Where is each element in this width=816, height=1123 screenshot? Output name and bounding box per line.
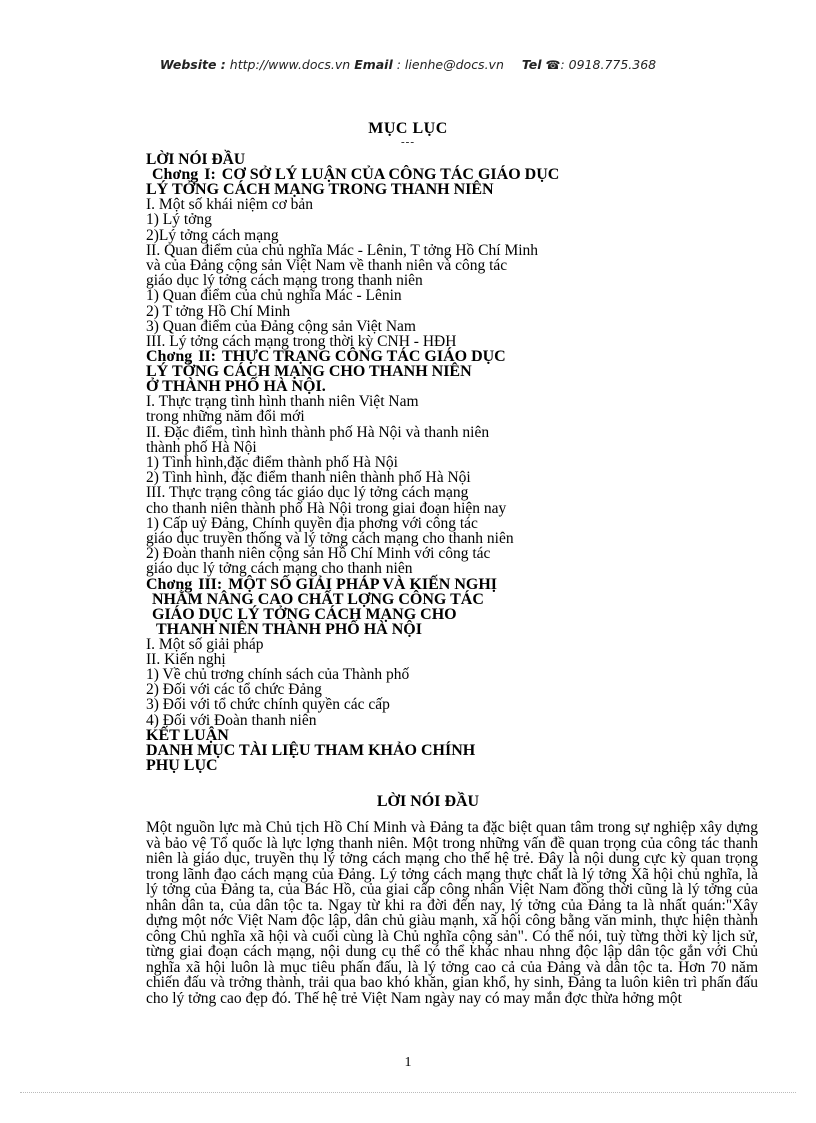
chapter-title: MỘT SỐ GIẢI PHÁP VÀ KIẾN NGHỊ [228,575,498,593]
phone-icon: ☎ [545,58,561,72]
chapter-title-cont: LÝ TỞNG CÁCH MẠNG TRONG THANH NIÊN [146,181,494,199]
toc-item: I. Thực trạng tình hình thanh niên Việt Nam [146,393,419,411]
toc-item: 2) Đoàn thanh niên cộng sản Hồ Chí Minh với công tác [146,545,491,563]
toc-item: giáo dục lý tởng cách mạng trong thanh niên [146,272,423,290]
toc-item: 2)Lý tởng cách mạng [146,226,279,244]
website-label: Website : [159,57,226,72]
toc-item: và của Đảng cộng sản Việt Nam về thanh niên và công tác [146,257,508,275]
chapter-number: III: [198,575,223,593]
toc-item: 1) Về chủ trơng chính sách của Thành phố [146,666,410,684]
toc-item: I. Một số khái niệm cơ bản [146,196,314,214]
toc-item: 1) Tình hình,đặc điểm thành phố Hà Nội [146,454,398,472]
toc-item: trong những năm đổi mới [146,408,305,426]
toc-item: II. Quan điểm của chủ nghĩa Mác - Lênin, T tởng Hồ Chí Minh [146,241,539,259]
website-value[interactable]: http://www.docs.vn [229,57,351,72]
chapter-label: Chơng [146,348,193,366]
toc-item: 2) Tình hình, đặc điểm thanh niên thành phố Hà Nội [146,469,471,487]
toc-item: thành phố Hà Nội [146,438,257,456]
chapter-title: CƠ SỞ LÝ LUẬN CỦA CÔNG TÁC GIÁO DỤC [221,166,560,184]
toc-item: II. Kiến nghị [146,650,226,668]
chapter-title-cont: THANH NIÊN THÀNH PHỐ HÀ NỘI [156,620,422,638]
toc-item: giáo dục truyền thống và lý tởng cách mạng cho thanh niên [146,530,514,548]
tel-label: Tel [521,57,542,72]
page-number: 1 [404,1055,412,1070]
chapter-title-cont: LÝ TỞNG CÁCH MẠNG CHO THANH NIÊN [146,363,472,381]
chapter-label: Chơng [146,575,193,593]
toc-item: 1) Cấp uỷ Đảng, Chính quyền địa phơng với công tác [146,514,478,532]
chapter-title-cont: Ở THÀNH PHỐ HÀ NỘI. [146,378,326,396]
toc-item: II. Đặc điểm, tình hình thành phố Hà Nội và thanh niên [146,423,490,441]
toc-item: III. Lý tởng cách mạng trong thời kỳ CNH - HĐH [146,333,457,351]
intro-title: LỜI NÓI ĐẦU [376,793,480,810]
toc-title: MỤC LỤC [368,120,448,137]
toc-item: 1) Quan điểm của chủ nghĩa Mác - Lênin [146,287,402,305]
footer-divider [20,1092,796,1093]
chapter-number: I: [204,166,216,184]
email-label: Email [354,57,393,72]
toc-item: I. Một số giải pháp [146,635,264,653]
toc-item: 2) T tởng Hồ Chí Minh [146,302,291,320]
toc-item: 3) Đối với tổ chức chính quyền các cấp [146,696,390,714]
chapter-title-cont: NHẰM NÂNG CAO CHẤT LỢNG CÔNG TÁC [152,590,484,608]
toc-item: giáo dục lý tởng cách mạng cho thanh niên [146,560,413,578]
toc-item: 4) Đối với Đoàn thanh niên [146,711,317,729]
toc-item-conclusion: KẾT LUẬN [146,726,229,744]
toc-item: 1) Lý tởng [146,211,212,229]
toc-item: III. Thực trạng công tác giáo dục lý tởng cách mạng [146,484,469,502]
table-of-contents [146,152,706,773]
toc-chapter-1 [146,167,706,182]
chapter-label: Chơng [152,166,199,184]
toc-item: 3) Quan điểm của Đảng cộng sản Việt Nam [146,317,416,335]
page-header [0,57,816,72]
toc-chapter-3 [146,577,706,592]
toc-item-appendix: PHỤ LỤC [146,756,218,774]
chapter-title: THỰC TRẠNG CÔNG TÁC GIÁO DỤC [222,348,506,366]
intro-paragraph: Một nguồn lực mà Chủ tịch Hồ Chí Minh và Đảng ta đặc biệt quan tâm trong sự nghiệp xây dựng và bảo vệ Tổ quốc là lực lợng thanh niên. Một trong những vấn đề quan trọng của công tác thanh niên là giáo dục, truyền thụ lý tởng cách mạng cho thế hệ trẻ. Đây là nội dung cực kỳ quan trọng trong lãnh đạo cách mạng của Đảng. Lý tởng cách mạng thực chất là lý tởng Xã hội chủ nghĩa, là lý tởng của Đảng ta, của Bác Hồ, của giai cấp công nhân Việt Nam đồng thời cũng là lý tởng của nhân dân ta, của dân tộc ta. Ngay từ khi ra đời đến nay, lý tởng của Đảng ta là nhất quán:"Xây dựng một nớc Việt Nam độc lập, dân chủ giàu mạnh, xã hội công bằng văn minh, thực hiện thành công Chủ nghĩa xã hội và cuối cùng là Chủ nghĩa cộng sản". Có thể nói, tuỳ từng thời kỳ lịch sử, từng giai đoạn cách mạng, nội dung cụ thể có thể khác nhau nhng độc lập dân tộc gắn với Chủ nghĩa xã hội luôn là mục tiêu phấn đấu, là lý tởng cao cả của Đảng và dân tộc ta. Hơn 70 năm chiến đấu và trởng thành, trải qua bao khó khăn, gian khổ, hy sinh, Đảng ta luôn kiên trì phấn đấu cho lý tởng cao đẹp đó. Thế hệ trẻ Việt Nam ngày nay có may mắn đợc thừa hởng một [146,819,758,1007]
tel-value: : 0918.775.368 [560,57,657,72]
toc-subtitle: --- [401,136,415,148]
toc-item: LỜI NÓI ĐẦU [146,151,246,168]
toc-item: 2) Đối với các tổ chức Đảng [146,681,322,699]
email-value[interactable]: : lienhe@docs.vn [396,57,504,72]
chapter-number: II: [198,348,216,366]
chapter-title-cont: GIÁO DỤC LÝ TỞNG CÁCH MẠNG CHO [152,605,457,623]
toc-item-references: DANH MỤC TÀI LIỆU THAM KHẢO CHÍNH [146,741,476,759]
toc-item: cho thanh niên thành phố Hà Nội trong giai đoạn hiện nay [146,499,507,517]
toc-chapter-2 [146,349,706,364]
